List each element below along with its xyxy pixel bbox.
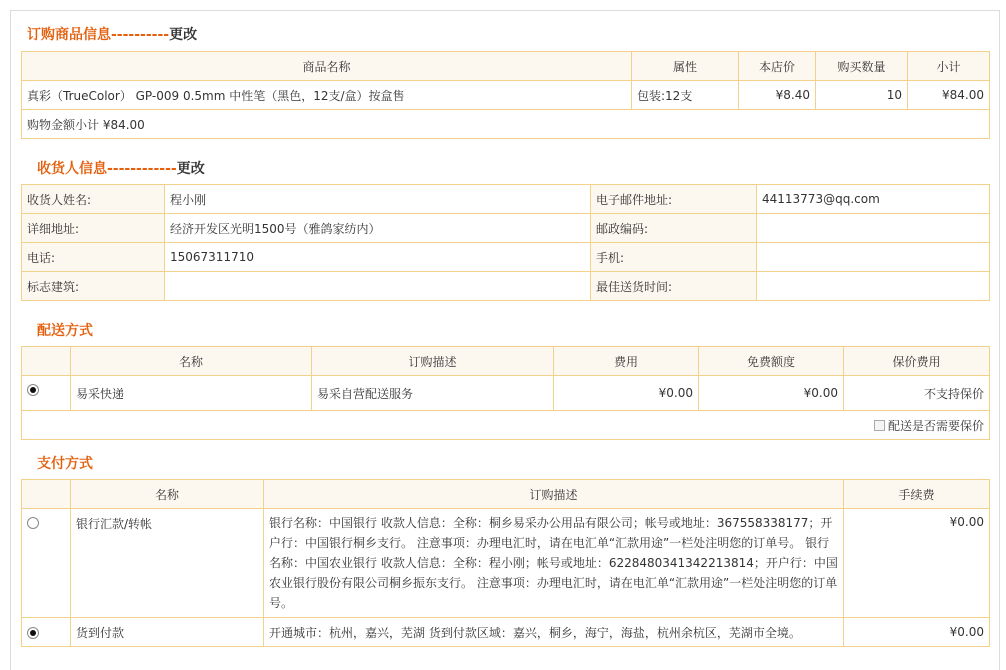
col-pay-desc: 订购描述	[264, 480, 844, 509]
shipping-insure-row	[22, 411, 990, 440]
shipping-desc: 易采自营配送服务	[312, 376, 554, 411]
consignee-name-label: 收货人姓名:	[22, 185, 165, 214]
payment-header-row	[22, 480, 990, 509]
col-pay-name: 名称	[71, 480, 264, 509]
payment-name-cod: 货到付款	[71, 618, 264, 647]
payment-section-title	[37, 453, 93, 473]
shipping-free-amount: ¥0.00	[699, 376, 844, 411]
shipping-insure-cell	[22, 411, 990, 440]
order-total: 购物金额小计 ¥84.00	[22, 110, 990, 139]
table-row	[22, 376, 990, 411]
consignee-zip-value	[757, 214, 990, 243]
payment-fee-cod: ¥0.00	[844, 618, 990, 647]
col-select	[22, 347, 71, 376]
col-attribute: 属性	[632, 52, 739, 81]
payment-radio-cod[interactable]	[27, 627, 39, 639]
payment-radio-bank[interactable]	[27, 517, 39, 529]
col-ship-fee: 费用	[554, 347, 699, 376]
shipping-section-title	[37, 320, 93, 340]
payment-radio-cell	[22, 618, 71, 647]
consignee-email-value: 44113773@qq.com	[757, 185, 990, 214]
consignee-phone-label: 电话:	[22, 243, 165, 272]
payment-name-bank: 银行汇款/转帐	[71, 509, 264, 618]
consignee-time-label: 最佳送货时间:	[591, 272, 757, 301]
col-pay-fee: 手续费	[844, 480, 990, 509]
col-select	[22, 480, 71, 509]
product-name[interactable]: 真彩（TrueColor） GP-009 0.5mm 中性笔（黑色，12支/盒）按盒售	[22, 81, 632, 110]
product-attr: 包装:12支	[632, 81, 739, 110]
table-row	[22, 81, 990, 110]
shipping-header-row	[22, 347, 990, 376]
payment-fee-bank: ¥0.00	[844, 509, 990, 618]
consignee-landmark-label: 标志建筑:	[22, 272, 165, 301]
consignee-mobile-label: 手机:	[591, 243, 757, 272]
consignee-table	[21, 184, 990, 301]
payment-radio-cell	[22, 509, 71, 618]
consignee-address-value: 经济开发区光明1500号（雅鸽家纺内）	[165, 214, 591, 243]
shipping-insure-fee: 不支持保价	[844, 376, 990, 411]
col-price: 本店价	[739, 52, 816, 81]
order-title-text: 订购商品信息----------	[27, 27, 170, 43]
payment-title-text: 支付方式	[37, 456, 93, 472]
insure-label: 配送是否需要保价	[887, 418, 984, 433]
payment-table	[21, 479, 990, 647]
col-product-name: 商品名称	[22, 52, 632, 81]
shipping-radio-cell	[22, 376, 71, 411]
table-row	[22, 185, 990, 214]
shipping-name: 易采快递	[71, 376, 312, 411]
col-quantity: 购买数量	[816, 52, 908, 81]
consignee-edit-link[interactable]: 更改	[176, 161, 205, 177]
product-price: ¥8.40	[739, 81, 816, 110]
product-qty: 10	[816, 81, 908, 110]
consignee-landmark-value	[165, 272, 591, 301]
insure-checkbox[interactable]	[874, 420, 885, 431]
consignee-zip-label: 邮政编码:	[591, 214, 757, 243]
consignee-phone-value: 15067311710	[165, 243, 591, 272]
shipping-table	[21, 346, 990, 440]
order-edit-link[interactable]: 更改	[169, 27, 198, 43]
col-ship-insure: 保价费用	[844, 347, 990, 376]
payment-desc-cod: 开通城市：杭州，嘉兴，芜湖 货到付款区域：嘉兴，桐乡，海宁，海盐，杭州余杭区，芜湖市全境。	[264, 618, 844, 647]
consignee-email-label: 电子邮件地址:	[591, 185, 757, 214]
order-total-row	[22, 110, 990, 139]
shipping-fee: ¥0.00	[554, 376, 699, 411]
table-row	[22, 214, 990, 243]
order-table	[21, 51, 990, 139]
shipping-title-text: 配送方式	[37, 323, 93, 339]
consignee-section-title	[37, 158, 205, 178]
order-section-title	[27, 24, 197, 44]
consignee-mobile-value	[757, 243, 990, 272]
col-subtotal: 小计	[908, 52, 990, 81]
order-header-row	[22, 52, 990, 81]
consignee-title-text: 收货人信息------------	[37, 161, 177, 177]
table-row	[22, 243, 990, 272]
table-row	[22, 272, 990, 301]
consignee-time-value	[757, 272, 990, 301]
payment-desc-bank: 银行名称：中国银行 收款人信息：全称：桐乡易采办公用品有限公司；帐号或地址：367558338177；开户行：中国银行桐乡支行。 注意事项：办理电汇时，请在电汇单“汇款用途”一栏处注明您的订单号。 银行名称：中国农业银行 收款人信息：全称：程小刚；帐号或地址：6228480341342213814；开户行：中国农业银行股份有限公司桐乡振东支行。 注意事项：办理电汇时，请在电汇单“汇款用途”一栏处注明您的订单号。	[264, 509, 844, 618]
col-ship-free: 免费额度	[699, 347, 844, 376]
col-ship-name: 名称	[71, 347, 312, 376]
consignee-address-label: 详细地址:	[22, 214, 165, 243]
shipping-radio[interactable]	[27, 384, 39, 396]
product-subtotal: ¥84.00	[908, 81, 990, 110]
consignee-name-value: 程小刚	[165, 185, 591, 214]
table-row	[22, 509, 990, 618]
table-row	[22, 618, 990, 647]
col-ship-desc: 订购描述	[312, 347, 554, 376]
